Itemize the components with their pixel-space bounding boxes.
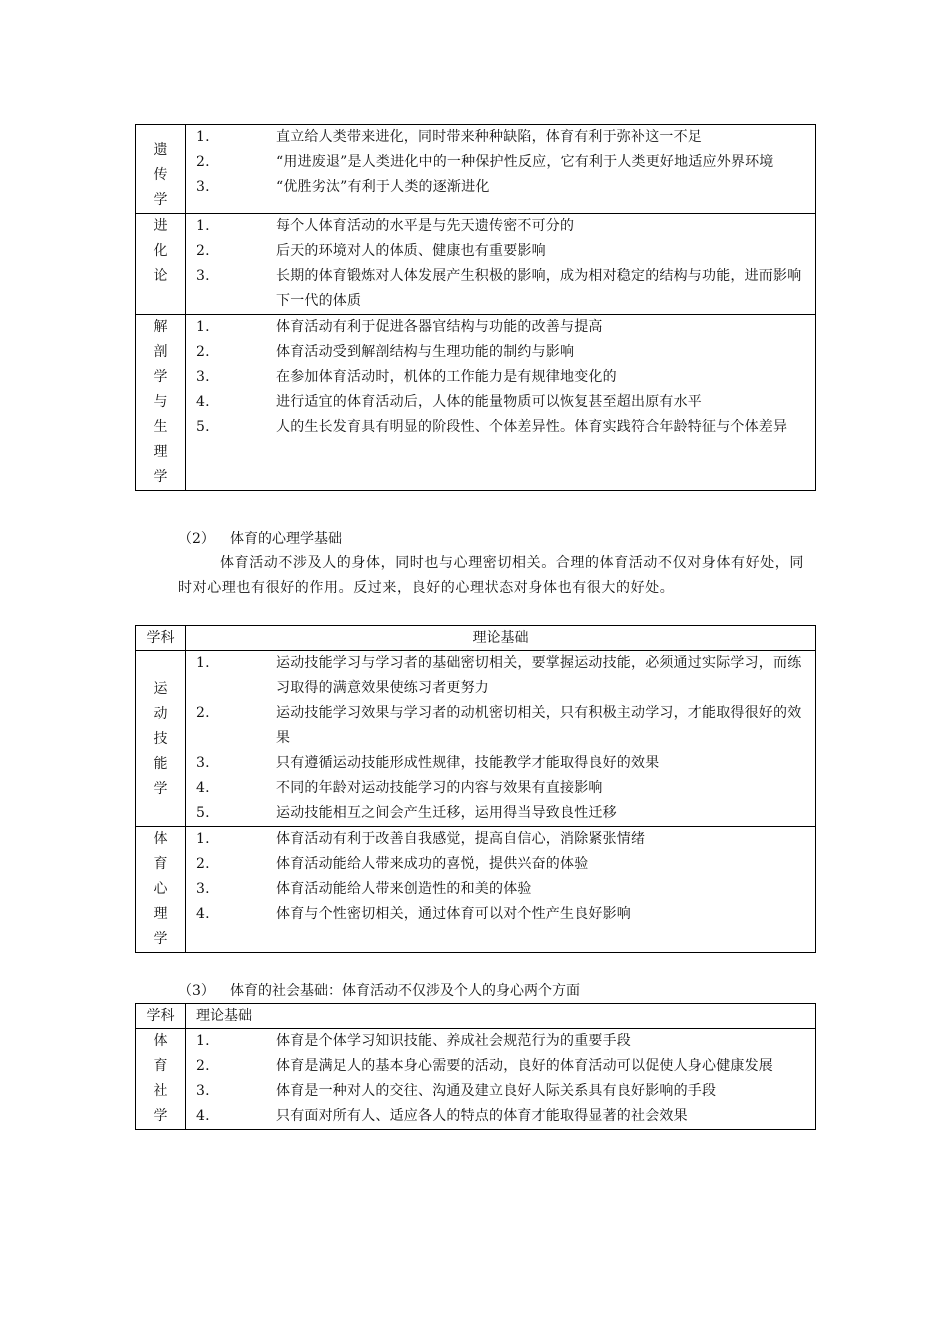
list-item (186, 1029, 809, 1054)
list-item (186, 315, 809, 340)
table-row (136, 125, 816, 214)
list-item-number: 2. (196, 344, 210, 360)
subject-char: 技 (153, 731, 168, 747)
subject-char: 心 (153, 881, 168, 897)
list-item-text: “用进废退”是人类进化中的一种保护性反应，它有利于人类更好地适应外界环境 (276, 154, 774, 170)
list-item-text: 体育是满足人的基本身心需要的活动，良好的体育活动可以促使人身心健康发展 (276, 1058, 773, 1074)
list-item-text: “优胜劣汰”有利于人类的逐渐进化 (276, 179, 490, 195)
subject-char: 学 (153, 1108, 168, 1124)
subject-char: 学 (153, 931, 168, 947)
theory-list (186, 1029, 815, 1129)
theory-cell (186, 315, 816, 491)
theory-cell (186, 1029, 816, 1130)
table-row (136, 315, 816, 491)
table-header-row (136, 626, 816, 651)
list-item-text: 进行适宜的体育活动后，人体的能量物质可以恢复甚至超出原有水平 (276, 394, 702, 410)
list-item-text: 体育与个性密切相关，通过体育可以对个性产生良好影响 (276, 906, 631, 922)
section-2-title: 体育的心理学基础 (230, 531, 342, 547)
list-item (186, 827, 809, 852)
list-item (186, 877, 809, 902)
subject-char: 剖 (153, 344, 168, 360)
list-item (186, 340, 809, 365)
subject-char: 解 (153, 319, 168, 335)
list-item-number: 3. (196, 369, 210, 385)
list-item-number: 4. (196, 906, 210, 922)
section-2-heading (178, 527, 342, 551)
section-3-title: 体育的社会基础：体育活动不仅涉及个人的身心两个方面 (230, 983, 580, 999)
list-item-text: 在参加体育活动时，机体的工作能力是有规律地变化的 (276, 369, 617, 385)
list-item (186, 415, 809, 440)
header-subject: 学科 (136, 1004, 186, 1029)
biology-basis-table (135, 124, 816, 491)
list-item-number: 1. (196, 831, 210, 847)
theory-list (186, 315, 815, 440)
theory-list (186, 214, 815, 314)
theory-cell (186, 214, 816, 315)
list-item-text: 体育活动能给人带来创造性的和美的体验 (276, 881, 532, 897)
list-item-text: 体育活动有利于促进各器官结构与功能的改善与提高 (276, 319, 603, 335)
list-item (186, 1079, 809, 1104)
list-item-number: 3. (196, 755, 210, 771)
list-item-number: 1. (196, 1033, 210, 1049)
list-item (186, 214, 809, 239)
subject-cell (136, 651, 186, 827)
list-item-text: 长期的体育锻炼对人体发展产生积极的影响，成为相对稳定的结构与功能，进而影响下一代的体质 (276, 268, 802, 309)
list-item (186, 801, 809, 826)
section-2-number: （2） (178, 531, 215, 547)
theory-cell (186, 125, 816, 214)
list-item (186, 651, 809, 701)
list-item-number: 3. (196, 881, 210, 897)
subject-char: 与 (153, 394, 168, 410)
header-theory: 理论基础 (186, 626, 816, 651)
list-item (186, 365, 809, 390)
subject-char: 能 (153, 756, 168, 772)
list-item (186, 390, 809, 415)
subject-char: 遗 (153, 142, 168, 158)
subject-char: 体 (153, 1033, 168, 1049)
subject-char: 体 (153, 831, 168, 847)
list-item-text: 每个人体育活动的水平是与先天遗传密不可分的 (276, 218, 575, 234)
list-item-text: 不同的年龄对运动技能学习的内容与效果有直接影响 (276, 780, 603, 796)
list-item-number: 1. (196, 655, 210, 671)
list-item-number: 1. (196, 129, 210, 145)
list-item-number: 4. (196, 394, 210, 410)
subject-char: 学 (153, 192, 168, 208)
list-item (186, 264, 809, 314)
header-theory: 理论基础 (186, 1004, 816, 1029)
list-item-text: 后天的环境对人的体质、健康也有重要影响 (276, 243, 546, 259)
list-item-text: 体育活动能给人带来成功的喜悦，提供兴奋的体验 (276, 856, 589, 872)
sociology-basis-table (135, 1003, 816, 1130)
list-item (186, 902, 809, 927)
list-item-number: 2. (196, 1058, 210, 1074)
list-item-number: 5. (196, 419, 210, 435)
subject-char: 学 (153, 469, 168, 485)
table-row (136, 1029, 816, 1130)
list-item (186, 852, 809, 877)
subject-char: 学 (153, 369, 168, 385)
subject-cell (136, 214, 186, 315)
list-item-text: 运动技能相互之间会产生迁移，运用得当导致良性迁移 (276, 805, 617, 821)
list-item-text: 只有面对所有人、适应各人的特点的体育才能取得显著的社会效果 (276, 1108, 688, 1124)
list-item-number: 3. (196, 179, 210, 195)
list-item (186, 751, 809, 776)
list-item-text: 体育是一种对人的交往、沟通及建立良好人际关系具有良好影响的手段 (276, 1083, 717, 1099)
subject-char: 育 (153, 856, 168, 872)
theory-cell (186, 651, 816, 827)
subject-char: 传 (153, 167, 168, 183)
list-item-number: 5. (196, 805, 210, 821)
table-header-row (136, 1004, 816, 1029)
list-item (186, 1054, 809, 1079)
list-item-number: 1. (196, 319, 210, 335)
section-3-number: （3） (178, 983, 215, 999)
subject-char: 社 (153, 1083, 168, 1099)
subject-cell (136, 827, 186, 953)
subject-char: 理 (153, 906, 168, 922)
list-item-text: 体育是个体学习知识技能、养成社会规范行为的重要手段 (276, 1033, 631, 1049)
theory-cell (186, 827, 816, 953)
subject-char: 理 (153, 444, 168, 460)
psychology-basis-table (135, 625, 816, 953)
subject-cell (136, 1029, 186, 1130)
subject-char: 论 (153, 268, 168, 284)
subject-char: 进 (153, 218, 168, 234)
subject-char: 化 (153, 243, 168, 259)
list-item-number: 2. (196, 856, 210, 872)
list-item (186, 125, 809, 150)
table-row (136, 214, 816, 315)
theory-list (186, 827, 815, 927)
list-item-text: 体育活动有利于改善自我感觉，提高自信心，消除紧张情绪 (276, 831, 646, 847)
list-item-number: 2. (196, 154, 210, 170)
subject-cell (136, 315, 186, 491)
list-item-text: 只有遵循运动技能形成性规律，技能教学才能取得良好的效果 (276, 755, 660, 771)
subject-cell (136, 125, 186, 214)
subject-char: 生 (153, 419, 168, 435)
subject-char: 学 (153, 781, 168, 797)
list-item (186, 150, 809, 175)
theory-list (186, 651, 815, 826)
section-3-heading (178, 979, 580, 1003)
list-item-number: 3. (196, 268, 210, 284)
list-item (186, 239, 809, 264)
list-item (186, 1104, 809, 1129)
list-item (186, 701, 809, 751)
list-item-text: 运动技能学习效果与学习者的动机密切相关，只有积极主动学习，才能取得很好的效果 (276, 705, 802, 746)
table-row (136, 827, 816, 953)
list-item (186, 175, 809, 200)
list-item (186, 776, 809, 801)
list-item-number: 2. (196, 705, 210, 721)
list-item-number: 1. (196, 218, 210, 234)
theory-list (186, 125, 815, 200)
subject-char: 动 (153, 706, 168, 722)
section-2-paragraph: 体育活动不涉及人的身体，同时也与心理密切相关。合理的体育活动不仅对身体有好处，同时对心理也有很好的作用。反过来，良好的心理状态对身体也有很大的好处。 (178, 555, 804, 596)
subject-char: 运 (153, 681, 168, 697)
list-item-text: 运动技能学习与学习者的基础密切相关，要掌握运动技能，必须通过实际学习，而练习取得的满意效果使练习者更努力 (276, 655, 802, 696)
list-item-number: 3. (196, 1083, 210, 1099)
list-item-number: 4. (196, 780, 210, 796)
list-item-text: 人的生长发育具有明显的阶段性、个体差异性。体育实践符合年龄特征与个体差异 (276, 419, 788, 435)
list-item-text: 直立给人类带来进化，同时带来种种缺陷，体育有利于弥补这一不足 (276, 129, 702, 145)
list-item-text: 体育活动受到解剖结构与生理功能的制约与影响 (276, 344, 575, 360)
header-subject: 学科 (136, 626, 186, 651)
list-item-number: 2. (196, 243, 210, 259)
list-item-number: 4. (196, 1108, 210, 1124)
table-row (136, 651, 816, 827)
subject-char: 育 (153, 1058, 168, 1074)
